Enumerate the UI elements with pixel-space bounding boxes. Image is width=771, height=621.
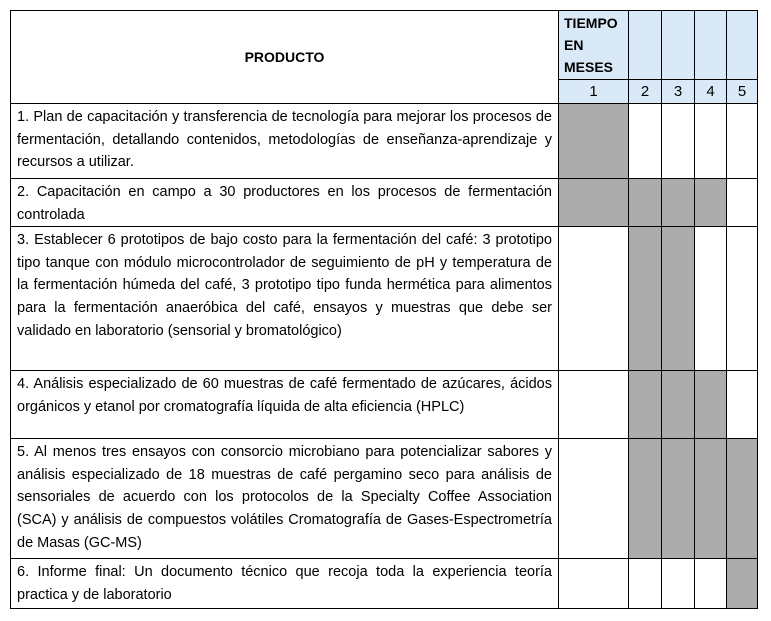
month-cell-5 — [727, 227, 758, 371]
month-cell-1 — [559, 439, 629, 559]
month-cell-2 — [629, 439, 662, 559]
month-cell-1 — [559, 104, 629, 179]
table-row — [11, 179, 758, 227]
month-header: 1 — [559, 80, 629, 104]
month-cell-1 — [559, 559, 629, 609]
product-description: 2. Capacitación en campo a 30 productores en los procesos de fermentación controlada — [11, 179, 559, 227]
product-header: PRODUCTO — [11, 11, 559, 104]
product-description: 3. Establecer 6 prototipos de bajo costo para la fermentación del café: 3 prototipo tipo tanque con módulo microcontrolador de seguimiento de pH y temperatura de la fermentación húmeda del café, 3 prototipo tipo funda hermética para alimentos para la fermentación anaeróbica del café, ensayos y muestras que debe ser validado en laboratorio (sensorial y bromatológico) — [11, 227, 559, 371]
month-cell-3 — [662, 439, 695, 559]
schedule-table — [10, 10, 758, 609]
month-cell-1 — [559, 371, 629, 439]
month-cell-3 — [662, 371, 695, 439]
month-header: 2 — [629, 80, 662, 104]
month-cell-3 — [662, 179, 695, 227]
table-row — [11, 439, 758, 559]
month-header: 3 — [662, 80, 695, 104]
month-cell-5 — [727, 559, 758, 609]
month-cell-2 — [629, 559, 662, 609]
product-description: 5. Al menos tres ensayos con consorcio microbiano para potencializar sabores y análisis especializado de 18 muestras de café pergamino seco para análisis de sensoriales de acuerdo con los protocolos de la Specialty Coffee Association (SCA) y análisis de compuestos volátiles Cromatografía de Gases-Espectrometría de Masas (GC-MS) — [11, 439, 559, 559]
table-row — [11, 371, 758, 439]
month-cell-1 — [559, 227, 629, 371]
time-header: TIEMPO EN MESES — [559, 11, 629, 80]
product-description: 1. Plan de capacitación y transferencia de tecnología para mejorar los procesos de fermentación, detallando contenidos, metodologías de enseñanza-aprendizaje y recursos a utilizar. — [11, 104, 559, 179]
table-row — [11, 227, 758, 371]
month-cell-4 — [695, 371, 727, 439]
month-cell-5 — [727, 371, 758, 439]
month-cell-2 — [629, 179, 662, 227]
product-description: 4. Análisis especializado de 60 muestras de café fermentado de azúcares, ácidos orgánicos y etanol por cromatografía líquida de alta eficiencia (HPLC) — [11, 371, 559, 439]
month-cell-3 — [662, 227, 695, 371]
month-cell-5 — [727, 439, 758, 559]
table-row — [11, 559, 758, 609]
month-cell-5 — [727, 104, 758, 179]
month-cell-1 — [559, 179, 629, 227]
month-cell-4 — [695, 559, 727, 609]
product-description: 6. Informe final: Un documento técnico que recoja toda la experiencia teoría practica y de laboratorio — [11, 559, 559, 609]
month-cell-3 — [662, 559, 695, 609]
table-row — [11, 104, 758, 179]
month-cell-2 — [629, 104, 662, 179]
month-cell-4 — [695, 227, 727, 371]
month-cell-3 — [662, 104, 695, 179]
month-cell-4 — [695, 104, 727, 179]
month-header: 5 — [727, 80, 758, 104]
month-cell-2 — [629, 371, 662, 439]
month-cell-4 — [695, 439, 727, 559]
month-cell-4 — [695, 179, 727, 227]
month-cell-2 — [629, 227, 662, 371]
month-header: 4 — [695, 80, 727, 104]
month-cell-5 — [727, 179, 758, 227]
